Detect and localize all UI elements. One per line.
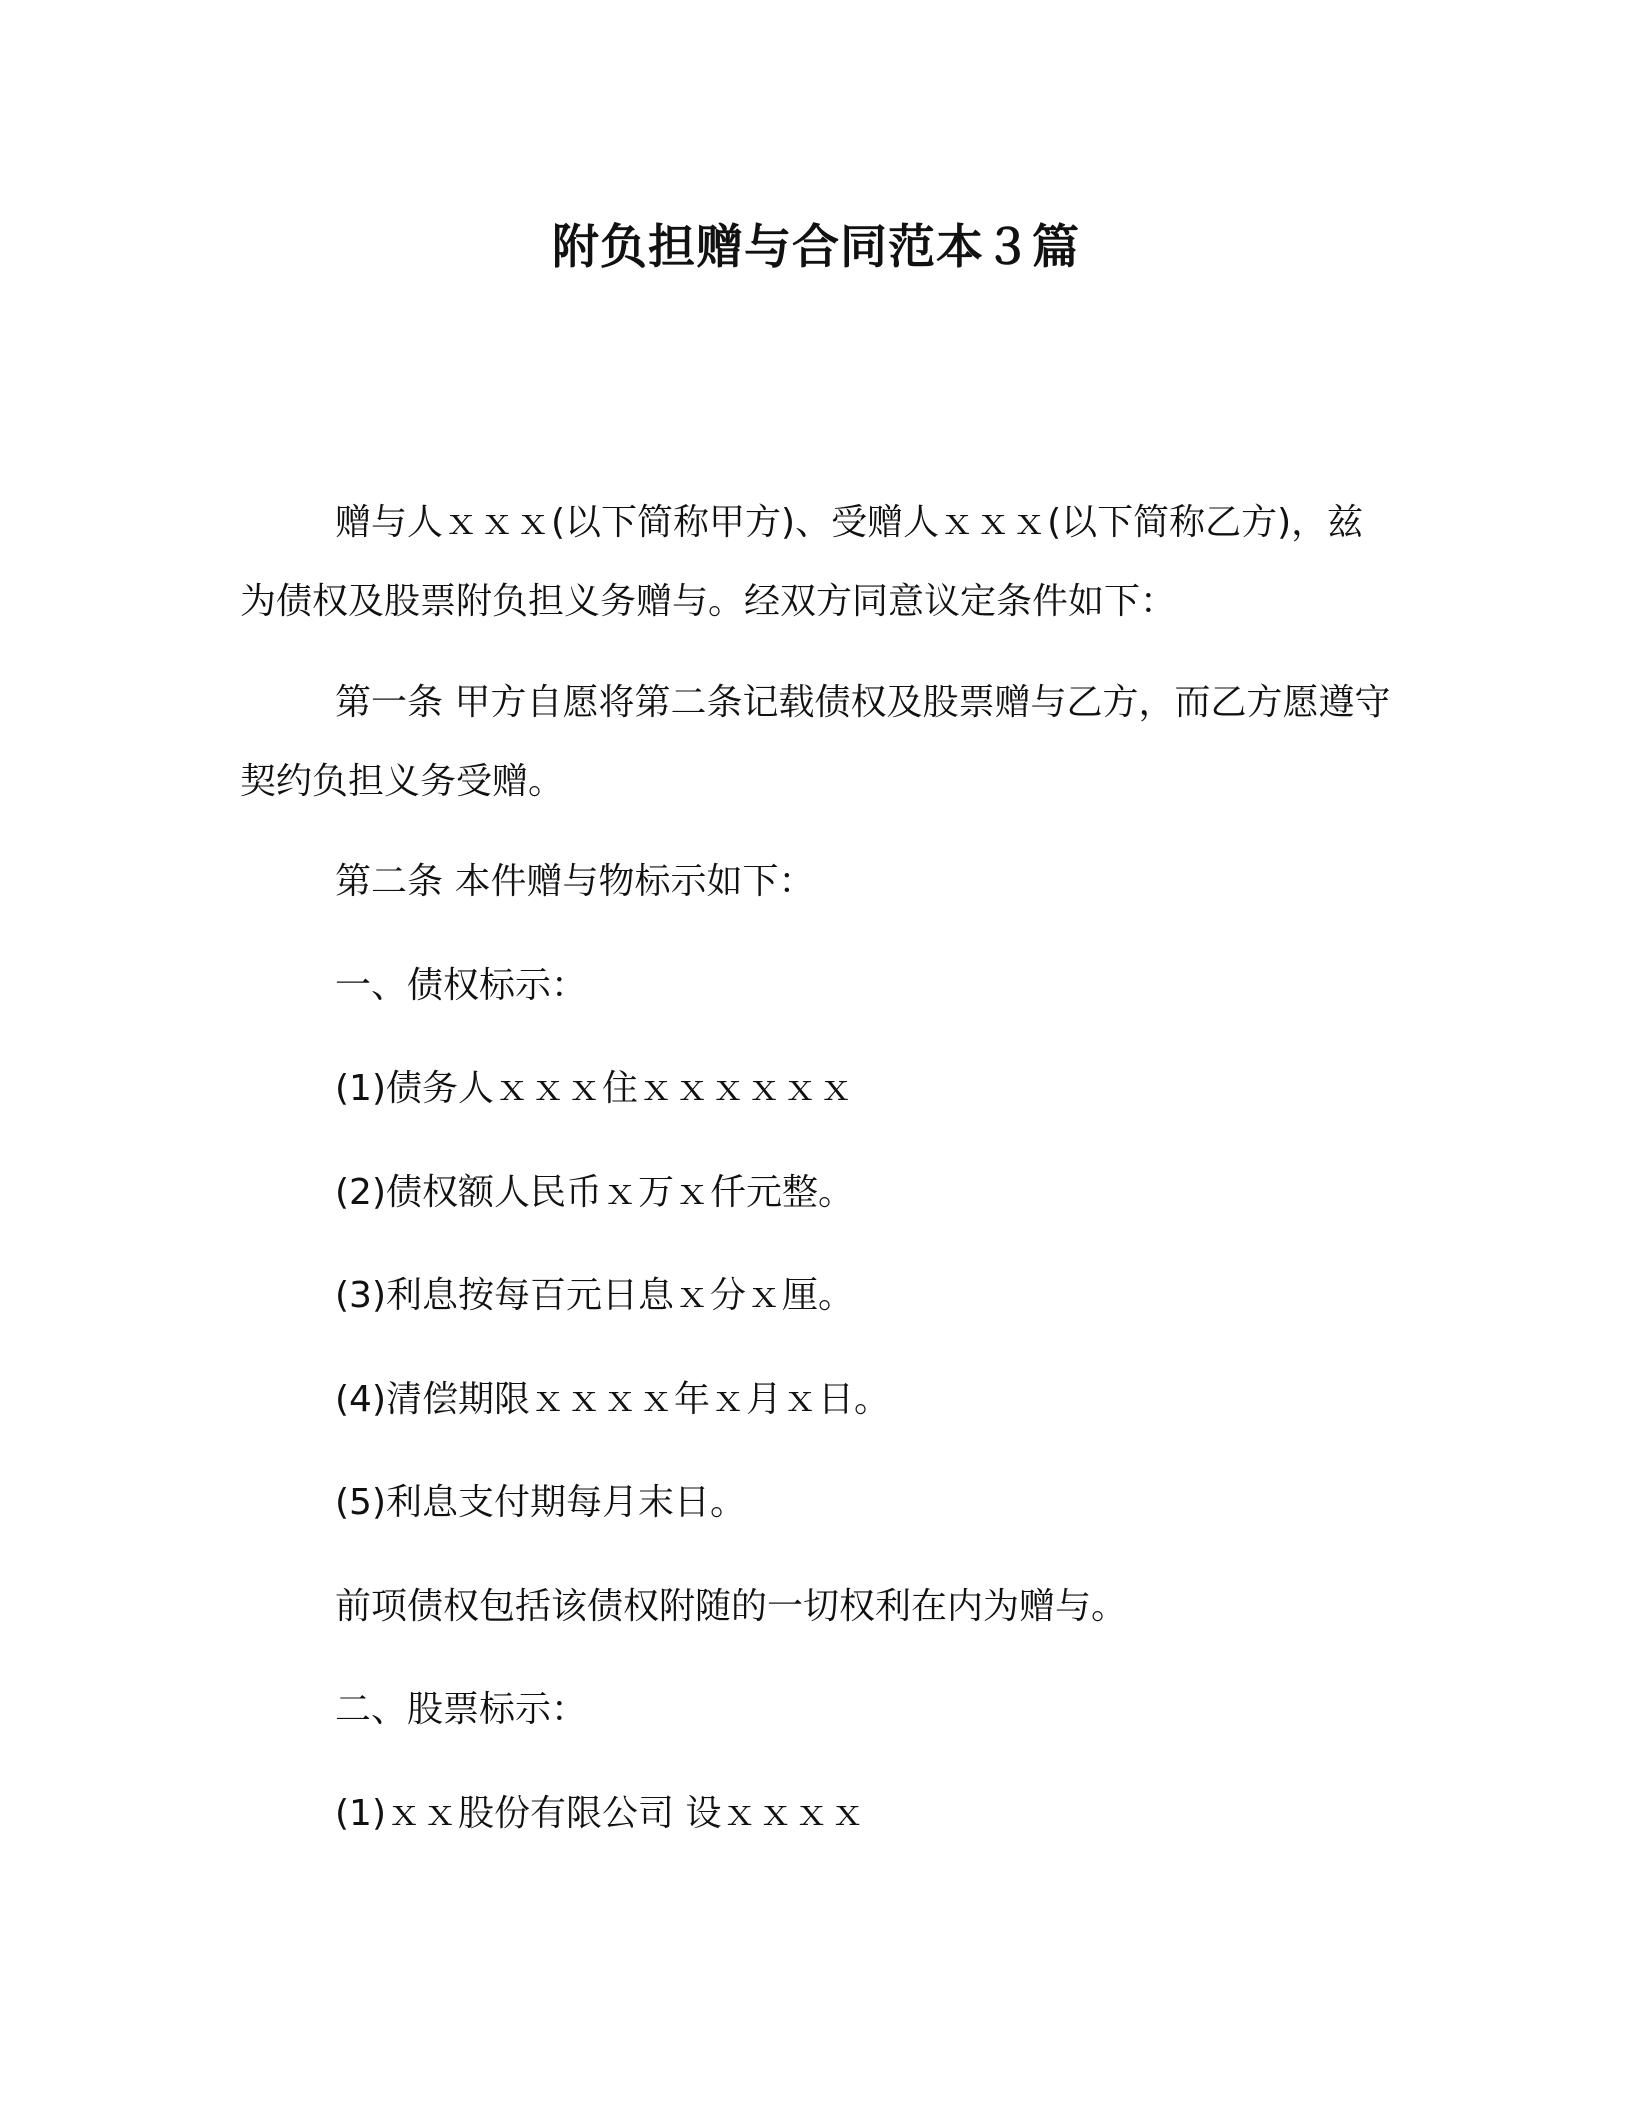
claim-item-5: (5)利息支付期每月末日。 (335, 1482, 746, 1523)
paragraph-article-2: 第二条 本件赠与物标示如下： (335, 861, 815, 902)
stock-item-1: (1)ｘｘ股份有限公司 设ｘｘｘｘ (335, 1793, 866, 1834)
claim-item-3: (3)利息按每百元日息ｘ分ｘ厘。 (335, 1275, 854, 1316)
section-stock-heading: 二、股票标示： (335, 1689, 588, 1730)
claim-item-1: (1)债务人ｘｘｘ住ｘｘｘｘｘｘ (335, 1068, 854, 1109)
paragraph-parties-text: 赠与人ｘｘｘ(以下简称甲方)、受赠人ｘｘｘ(以下简称乙方)，兹为债权及股票附负担义务赠与。经双方同意议定条件如下： (240, 502, 1364, 622)
claim-item-2: (2)债权额人民币ｘ万ｘ仟元整。 (335, 1172, 854, 1213)
paragraph-article-1-text: 第一条 甲方自愿将第二条记载债权及股票赠与乙方，而乙方愿遵守契约负担义务受赠。 (240, 682, 1391, 802)
claim-note: 前项债权包括该债权附随的一切权利在内为赠与。 (335, 1586, 1128, 1627)
section-claim-heading: 一、债权标示： (335, 965, 588, 1006)
claim-item-4: (4)清偿期限ｘｘｘｘ年ｘ月ｘ日。 (335, 1379, 890, 1420)
paragraph-parties (240, 483, 1392, 641)
paragraph-article-1 (240, 663, 1392, 821)
document-title: 附负担赠与合同范本３篇 (552, 220, 1080, 275)
